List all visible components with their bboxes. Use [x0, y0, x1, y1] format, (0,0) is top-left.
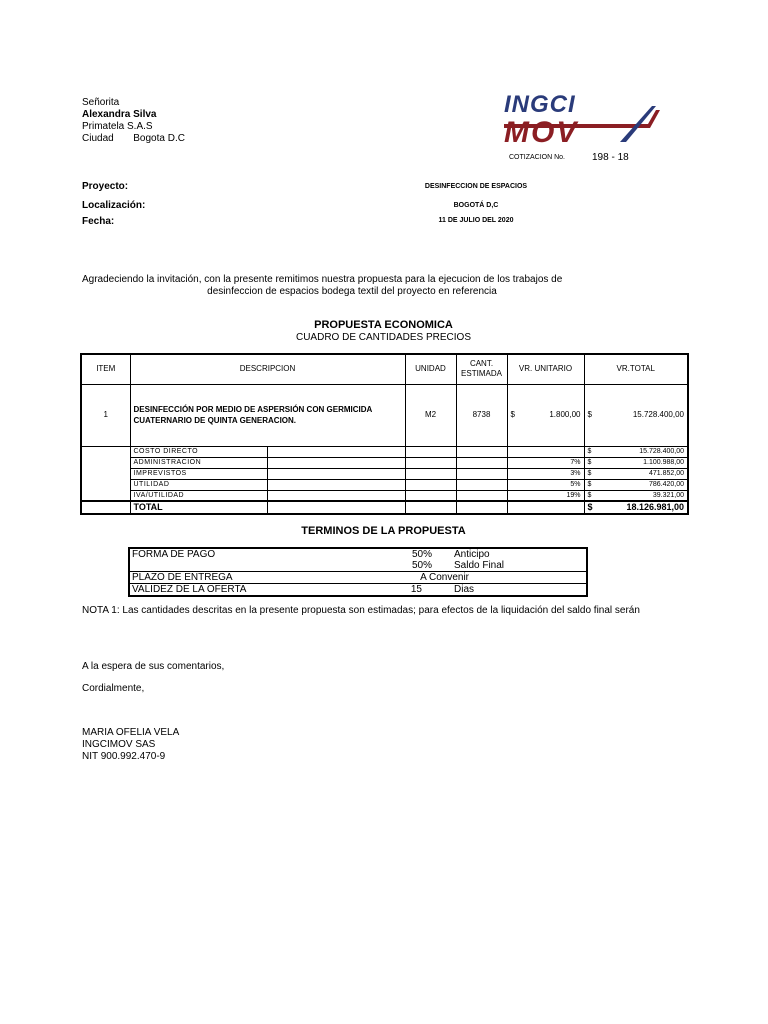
summary-value-cell-3 — [584, 479, 688, 490]
summary-pct-1: 7% — [507, 457, 584, 468]
logo-text-top: INGCI — [504, 91, 576, 118]
summary-label-2: IMPREVISTOS — [130, 468, 267, 479]
payment-text-2: Saldo Final — [454, 560, 505, 571]
summary-pct-2: 3% — [507, 468, 584, 479]
terms-title: TERMINOS DE LA PROPUESTA — [301, 525, 466, 537]
date-value: 11 DE JULIO DEL 2020 — [438, 217, 514, 224]
closing-line-1: A la espera de sus comentarios, — [82, 661, 225, 672]
proposal-title: PROPUESTA ECONOMICA — [314, 319, 453, 331]
header-description: DESCRIPCION — [130, 354, 405, 384]
header-unit-price: VR. UNITARIO — [507, 354, 584, 384]
validity-value: 15 — [410, 584, 422, 595]
row-description: DESINFECCIÓN POR MEDIO DE ASPERSIÓN CON GERMICIDA CUATERNARIO DE QUINTA GENERACION. — [130, 384, 405, 446]
total-value-cell — [584, 501, 688, 514]
validity-unit: Dias — [454, 584, 475, 595]
table-row — [81, 384, 688, 446]
project-label: Proyecto: — [82, 181, 129, 192]
recipient-block — [82, 97, 185, 145]
signature-company: INGCIMOV SAS — [82, 739, 156, 750]
summary-label-3: UTILIDAD — [130, 479, 267, 490]
summary-row-direct — [81, 446, 688, 457]
signature-name: MARIA OFELIA VELA — [82, 727, 180, 738]
summary-value-4: 39.321,00 — [652, 491, 684, 499]
validity-label: VALIDEZ DE LA OFERTA — [132, 584, 247, 595]
project-value: DESINFECCION DE ESPACIOS — [424, 183, 528, 190]
note-text: NOTA 1: Las cantidades descritas en la presente propuesta son estimadas; para efectos de la liquidación del saldo final serán — [82, 605, 640, 616]
summary-cur-3: $ — [587, 481, 592, 488]
header-unit: UNIDAD — [405, 354, 456, 384]
row-quantity: 8738 — [456, 384, 507, 446]
header-total: VR.TOTAL — [584, 354, 688, 384]
summary-value-2: 471.852,00 — [648, 470, 684, 477]
row-unit-price-cur: $ — [510, 410, 515, 419]
summary-cur-4: $ — [587, 491, 592, 499]
summary-row-vat — [81, 490, 688, 501]
recipient-company: Primatela S.A.S — [82, 121, 153, 132]
intro-paragraph — [82, 274, 622, 298]
summary-cur-0: $ — [587, 448, 592, 455]
quote-number: 198 - 18 — [592, 152, 629, 163]
summary-value-1: 1.100.988,00 — [643, 459, 684, 466]
summary-label-4: IVA/UTILIDAD — [130, 490, 267, 501]
payment-text-1: Anticipo — [454, 549, 490, 560]
intro-line-2: desinfeccion de espacios bodega textil del proyecto en referencia — [207, 286, 497, 297]
closing-line-2: Cordialmente, — [82, 683, 145, 694]
summary-row-profit — [81, 479, 688, 490]
company-logo — [500, 92, 660, 150]
terms-row-validity — [129, 584, 587, 597]
header-quantity — [456, 354, 507, 384]
logo-text-bottom: MOV — [504, 116, 579, 149]
summary-pct-3: 5% — [507, 479, 584, 490]
summary-pct-0 — [507, 446, 584, 457]
summary-pct-4: 19% — [507, 490, 584, 501]
summary-value-cell-4 — [584, 490, 688, 501]
total-label: TOTAL — [130, 501, 267, 514]
summary-value-cell-2 — [584, 468, 688, 479]
row-total — [584, 384, 688, 446]
delivery-label: PLAZO DE ENTREGA — [132, 572, 233, 583]
location-label: Localización: — [82, 200, 146, 211]
terms-row-payment-2 — [129, 560, 587, 572]
summary-row-contingency — [81, 468, 688, 479]
header-qty-line1: CANT. — [469, 359, 494, 369]
summary-value-0: 15.728.400,00 — [639, 448, 684, 455]
summary-value-3: 786.420,00 — [648, 481, 684, 488]
summary-value-cell-0 — [584, 446, 688, 457]
payment-label: FORMA DE PAGO — [132, 549, 216, 560]
summary-row-admin — [81, 457, 688, 468]
salutation: Señorita — [82, 97, 120, 108]
terms-row-delivery — [129, 572, 587, 584]
row-total-cur: $ — [587, 410, 592, 419]
signature-block — [82, 727, 179, 763]
intro-line-1: Agradeciendo la invitación, con la presente remitimos nuestra propuesta para la ejecucion de los trabajos de — [82, 274, 563, 285]
row-unit-price-value: 1.800,00 — [549, 410, 581, 419]
row-unit-price — [507, 384, 584, 446]
city-label: Ciudad — [82, 133, 114, 144]
summary-label-0: COSTO DIRECTO — [130, 446, 267, 457]
total-row — [81, 501, 688, 514]
payment-pct-2: 50% — [411, 560, 432, 571]
summary-label-1: ADMINISTRACION — [130, 457, 267, 468]
delivery-value-text: A Convenir — [420, 572, 469, 583]
row-total-value: 15.728.400,00 — [632, 410, 684, 419]
quote-label: COTIZACION No. — [509, 154, 566, 161]
summary-value-cell-1 — [584, 457, 688, 468]
recipient-name: Alexandra Silva — [82, 109, 157, 120]
summary-cur-1: $ — [587, 459, 592, 466]
total-cur: $ — [587, 502, 593, 512]
date-label: Fecha: — [82, 216, 115, 227]
total-value: 18.126.981,00 — [626, 502, 684, 512]
row-unit: M2 — [405, 384, 456, 446]
header-qty-line2: ESTIMADA — [461, 369, 502, 379]
recipient-city-row — [82, 133, 185, 145]
row-item: 1 — [81, 384, 130, 446]
terms-table — [128, 547, 588, 597]
summary-cur-2: $ — [587, 470, 592, 477]
terms-row-payment-1 — [129, 548, 587, 560]
city-value: Bogota D.C — [133, 133, 185, 144]
header-item: ITEM — [81, 354, 130, 384]
proposal-subtitle: CUADRO DE CANTIDADES PRECIOS — [295, 332, 472, 343]
price-table — [80, 353, 689, 515]
location-value: BOGOTÁ D,C — [453, 202, 499, 209]
payment-pct-1: 50% — [411, 549, 432, 560]
signature-nit: NIT 900.992.470-9 — [82, 751, 166, 762]
delivery-value — [309, 572, 587, 584]
table-header-row — [81, 354, 688, 384]
